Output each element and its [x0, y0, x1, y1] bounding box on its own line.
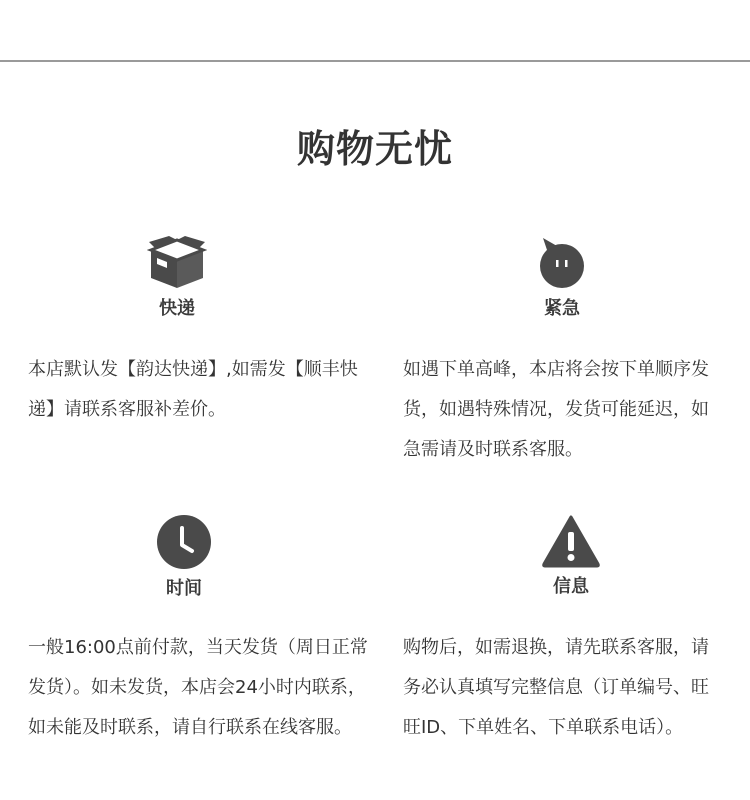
chat-bubble-icon — [537, 238, 587, 290]
box-icon — [147, 234, 207, 290]
express-label: 快递 — [159, 298, 195, 319]
info-text: 购物后，如需退换，请先联系客服，请务必认真填写完整信息（订单编号、旺旺ID、下单姓名、下单联系电话）。 — [403, 637, 709, 738]
express-text: 本店默认发【韵达快递】,如需发【顺丰快递】请联系客服补差价。 — [28, 359, 358, 420]
info-header — [511, 514, 631, 598]
clock-icon — [156, 514, 212, 570]
urgent-header — [502, 238, 622, 320]
urgent-label: 紧急 — [544, 298, 580, 319]
info-label: 信息 — [553, 576, 589, 597]
time-header — [124, 514, 244, 600]
top-divider — [0, 60, 750, 62]
page-title: 购物无忧 — [296, 127, 453, 171]
express-header — [117, 234, 237, 320]
warning-icon — [541, 514, 601, 568]
time-text: 一般16:00点前付款，当天发货（周日正常发货）。如未发货，本店会24小时内联系，如未能及时联系，请自行联系在线客服。 — [28, 637, 368, 738]
time-label: 时间 — [166, 578, 202, 599]
urgent-text: 如遇下单高峰，本店将会按下单顺序发货，如遇特殊情况，发货可能延迟，如急需请及时联系客服。 — [403, 359, 709, 460]
